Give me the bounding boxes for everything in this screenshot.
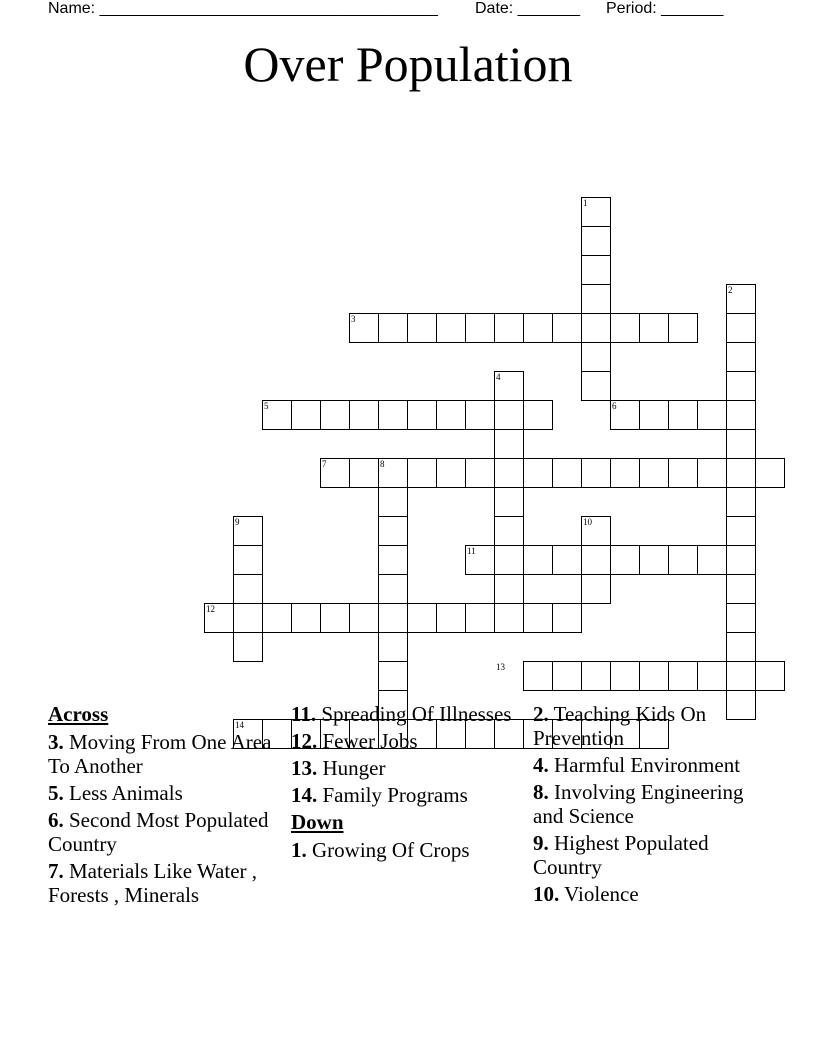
grid-cell[interactable]	[610, 313, 640, 343]
grid-cell[interactable]	[639, 313, 669, 343]
grid-cell[interactable]	[523, 545, 553, 575]
grid-cell[interactable]	[233, 516, 263, 546]
grid-cell[interactable]	[581, 661, 611, 691]
down-clue-list	[291, 838, 523, 862]
date-field-label[interactable]: Date: _______	[475, 0, 580, 17]
clue-number: 7.	[48, 859, 64, 883]
grid-cell[interactable]	[349, 400, 379, 430]
grid-cell[interactable]	[523, 603, 553, 633]
grid-cell[interactable]	[349, 313, 379, 343]
grid-cell[interactable]	[494, 400, 524, 430]
grid-cell[interactable]	[697, 458, 727, 488]
grid-cell[interactable]	[494, 574, 524, 604]
grid-cell[interactable]	[552, 603, 582, 633]
grid-cell[interactable]	[726, 429, 756, 459]
clue-number: 10.	[533, 882, 560, 906]
down-heading: Down	[291, 810, 344, 834]
clue-item	[48, 808, 280, 856]
grid-cell[interactable]	[668, 545, 698, 575]
grid-cell[interactable]	[726, 545, 756, 575]
grid-cell[interactable]	[726, 371, 756, 401]
grid-cell[interactable]	[494, 458, 524, 488]
grid-cell[interactable]	[639, 458, 669, 488]
grid-cell[interactable]	[233, 603, 263, 633]
grid-cell[interactable]	[697, 661, 727, 691]
clue-number-label: 10	[583, 517, 592, 527]
grid-cell[interactable]	[552, 545, 582, 575]
grid-cell[interactable]	[378, 400, 408, 430]
clue-item	[48, 730, 280, 778]
grid-cell[interactable]	[726, 632, 756, 662]
clue-number: 11.	[291, 702, 317, 726]
grid-cell[interactable]	[291, 603, 321, 633]
clue-number-label: 8	[380, 459, 385, 469]
grid-cell[interactable]	[378, 632, 408, 662]
clue-text: Violence	[564, 882, 639, 906]
grid-cell[interactable]	[581, 255, 611, 285]
grid-cell[interactable]	[697, 545, 727, 575]
grid-cell[interactable]	[639, 661, 669, 691]
grid-cell[interactable]	[610, 400, 640, 430]
grid-cell[interactable]	[726, 603, 756, 633]
grid-cell[interactable]	[233, 632, 263, 662]
grid-cell[interactable]	[465, 313, 495, 343]
clue-number: 14.	[291, 783, 318, 807]
grid-cell[interactable]	[494, 603, 524, 633]
clue-text: Highest Populated Country	[533, 831, 709, 879]
grid-cell[interactable]	[436, 313, 466, 343]
clue-number-label: 1	[583, 198, 588, 208]
clue-text: Fewer Jobs	[322, 729, 418, 753]
grid-cell[interactable]	[465, 545, 495, 575]
grid-cell[interactable]	[378, 458, 408, 488]
clue-item	[533, 831, 773, 879]
clue-number-label: 12	[206, 604, 215, 614]
clue-number-label: 4	[496, 372, 501, 382]
grid-cell[interactable]	[523, 458, 553, 488]
clue-number-label: 5	[264, 401, 269, 411]
grid-cell[interactable]	[407, 313, 437, 343]
clue-number-label: 14	[235, 720, 244, 730]
clue-item	[291, 783, 523, 807]
clue-text: Second Most Populated Country	[48, 808, 269, 856]
grid-cell[interactable]	[204, 603, 234, 633]
grid-cell[interactable]	[320, 458, 350, 488]
clue-item	[291, 702, 523, 726]
clue-column-3	[533, 702, 773, 909]
clue-text: Hunger	[322, 756, 386, 780]
grid-cell[interactable]	[378, 516, 408, 546]
grid-cell[interactable]	[552, 458, 582, 488]
grid-cell[interactable]	[407, 400, 437, 430]
grid-cell[interactable]	[436, 400, 466, 430]
grid-cell[interactable]	[494, 313, 524, 343]
across-heading: Across	[48, 702, 109, 726]
grid-cell[interactable]	[755, 661, 785, 691]
grid-cell[interactable]	[494, 429, 524, 459]
grid-cell[interactable]	[726, 516, 756, 546]
grid-cell[interactable]	[639, 545, 669, 575]
clue-text: Moving From One Area To Another	[48, 730, 272, 778]
grid-cell[interactable]	[639, 400, 669, 430]
grid-cell[interactable]	[320, 603, 350, 633]
clue-item	[291, 838, 523, 862]
clue-text: Growing Of Crops	[312, 838, 470, 862]
clue-number: 4.	[533, 753, 549, 777]
across-clue-list	[48, 730, 280, 907]
grid-cell[interactable]	[552, 661, 582, 691]
grid-cell[interactable]	[755, 458, 785, 488]
grid-cell[interactable]	[668, 400, 698, 430]
grid-cell[interactable]	[726, 574, 756, 604]
grid-cell[interactable]	[610, 458, 640, 488]
grid-cell[interactable]	[581, 458, 611, 488]
grid-cell[interactable]	[726, 458, 756, 488]
clue-number: 12.	[291, 729, 318, 753]
grid-cell[interactable]	[581, 371, 611, 401]
clue-text: Harmful Environment	[554, 753, 741, 777]
clue-text: Involving Engineering and Science	[533, 780, 744, 828]
grid-cell[interactable]	[262, 400, 292, 430]
grid-cell[interactable]	[581, 342, 611, 372]
clue-number: 5.	[48, 781, 64, 805]
grid-cell[interactable]	[407, 458, 437, 488]
clue-text: Family Programs	[322, 783, 468, 807]
puzzle-title: Over Population	[243, 36, 573, 92]
grid-cell[interactable]	[233, 545, 263, 575]
down-clue-list-continued	[533, 702, 773, 906]
grid-cell[interactable]	[291, 400, 321, 430]
grid-cell[interactable]	[581, 284, 611, 314]
grid-cell[interactable]	[581, 545, 611, 575]
grid-cell[interactable]	[581, 516, 611, 546]
grid-cell[interactable]	[581, 313, 611, 343]
grid-cell[interactable]	[494, 516, 524, 546]
clue-number: 9.	[533, 831, 549, 855]
period-field-label[interactable]: Period: _______	[606, 0, 724, 17]
clue-number: 6.	[48, 808, 64, 832]
grid-cell[interactable]	[233, 574, 263, 604]
clue-item	[533, 780, 773, 828]
grid-cell[interactable]	[726, 284, 756, 314]
grid-cell[interactable]	[523, 400, 553, 430]
grid-cell[interactable]	[668, 313, 698, 343]
clue-number: 13.	[291, 756, 318, 780]
clue-number: 8.	[533, 780, 549, 804]
grid-cell[interactable]	[262, 603, 292, 633]
clue-number-label: 6	[612, 401, 617, 411]
grid-cell[interactable]	[581, 574, 611, 604]
grid-cell[interactable]	[349, 603, 379, 633]
grid-cell[interactable]	[349, 458, 379, 488]
grid-cell[interactable]	[523, 313, 553, 343]
grid-cell[interactable]	[407, 603, 437, 633]
clue-number-label: 2	[728, 285, 733, 295]
clue-number: 2.	[533, 702, 549, 726]
grid-cell[interactable]	[668, 458, 698, 488]
grid-cell[interactable]	[523, 661, 553, 691]
grid-cell[interactable]	[581, 197, 611, 227]
grid-cell[interactable]	[378, 487, 408, 517]
grid-cell[interactable]	[494, 371, 524, 401]
grid-cell[interactable]	[320, 400, 350, 430]
grid-cell[interactable]	[610, 661, 640, 691]
clue-item	[48, 859, 280, 907]
clue-number-label: 13	[496, 662, 505, 672]
grid-cell[interactable]	[726, 342, 756, 372]
clue-item	[533, 702, 773, 750]
clue-item	[48, 781, 280, 805]
clue-column-1	[48, 702, 280, 910]
clue-number-label: 3	[351, 314, 356, 324]
name-field-label[interactable]: Name: ______________________________________	[48, 0, 438, 17]
clue-number-label: 11	[467, 546, 476, 556]
clue-text: Materials Like Water , Forests , Minerals	[48, 859, 258, 907]
grid-cell[interactable]	[378, 313, 408, 343]
grid-cell[interactable]	[465, 458, 495, 488]
grid-cell[interactable]	[610, 545, 640, 575]
clue-item	[533, 882, 773, 906]
clue-text: Less Animals	[69, 781, 183, 805]
clue-column-2	[291, 702, 523, 865]
grid-cell[interactable]	[668, 661, 698, 691]
clue-number: 1.	[291, 838, 307, 862]
grid-cell[interactable]	[465, 400, 495, 430]
grid-cell[interactable]	[378, 545, 408, 575]
grid-cell[interactable]	[378, 574, 408, 604]
clue-item	[291, 756, 523, 780]
clue-number-label: 9	[235, 517, 240, 527]
grid-cell[interactable]	[581, 226, 611, 256]
grid-cell[interactable]	[378, 661, 408, 691]
grid-cell[interactable]	[436, 603, 466, 633]
clue-number: 3.	[48, 730, 64, 754]
clue-item	[291, 729, 523, 753]
grid-cell[interactable]	[465, 603, 495, 633]
grid-cell[interactable]	[726, 313, 756, 343]
grid-cell[interactable]	[494, 487, 524, 517]
grid-cell[interactable]	[378, 603, 408, 633]
clue-item	[533, 753, 773, 777]
clue-text: Spreading Of Illnesses	[321, 702, 512, 726]
across-clue-list-continued	[291, 702, 523, 807]
grid-cell[interactable]	[726, 400, 756, 430]
grid-cell[interactable]	[494, 545, 524, 575]
grid-cell[interactable]	[552, 313, 582, 343]
grid-cell[interactable]	[726, 487, 756, 517]
grid-cell[interactable]	[726, 661, 756, 691]
clue-number-label: 7	[322, 459, 327, 469]
grid-cell[interactable]	[436, 458, 466, 488]
grid-cell[interactable]	[697, 400, 727, 430]
clue-text: Teaching Kids On Prevention	[533, 702, 707, 750]
worksheet-header	[48, 0, 748, 20]
